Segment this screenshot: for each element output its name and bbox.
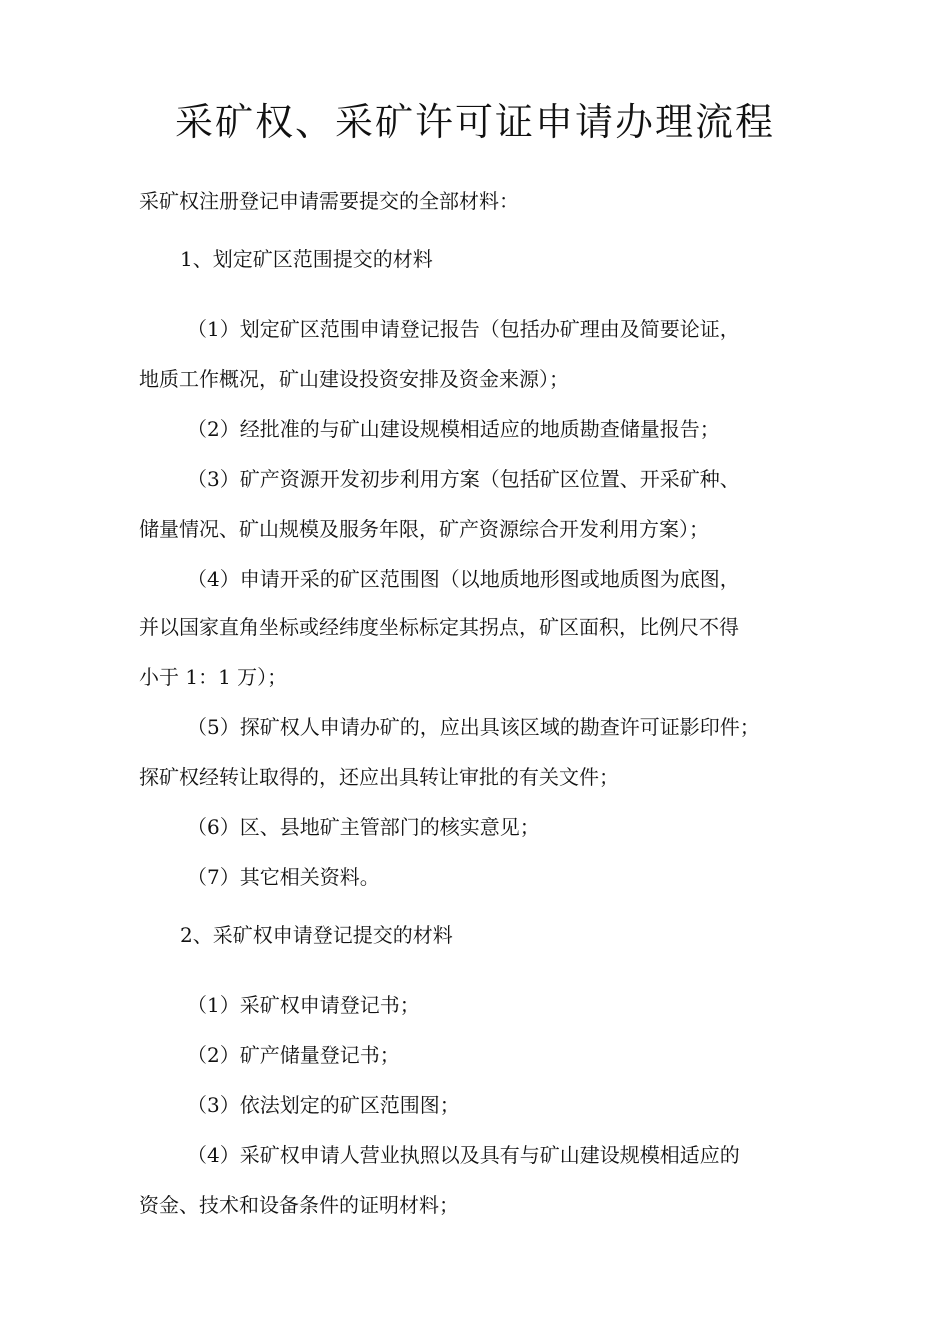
section1-item-6-line-1: （6）区、县地矿主管部门的核实意见； [187, 815, 540, 839]
section2-item-4-line-2: 资金、技术和设备条件的证明材料； [139, 1193, 459, 1217]
section1-item-1-line-2: 地质工作概况，矿山建设投资安排及资金来源）； [139, 367, 569, 391]
section2-item-3-line-1: （3）依法划定的矿区范围图； [187, 1093, 460, 1117]
section1-item-2-line-1: （2）经批准的与矿山建设规模相适应的地质勘查储量报告； [187, 417, 720, 441]
section1-item-7-line-1: （7）其它相关资料。 [187, 865, 380, 889]
section1-item-4-line-2: 并以国家直角坐标或经纬度坐标标定其拐点，矿区面积，比例尺不得 [139, 615, 739, 639]
section1-heading: 1、划定矿区范围提交的材料 [180, 247, 433, 271]
section1-item-1-line-1: （1）划定矿区范围申请登记报告（包括办矿理由及简要论证， [187, 317, 740, 341]
section1-item-5-line-2: 探矿权经转让取得的，还应出具转让审批的有关文件； [139, 765, 619, 789]
section1-item-4-line-1: （4）申请开采的矿区范围图（以地质地形图或地质图为底图， [187, 567, 740, 591]
section1-item-3-line-1: （3）矿产资源开发初步利用方案（包括矿区位置、开采矿种、 [187, 467, 740, 491]
section1-item-4-line-3: 小于 1：1 万）； [139, 665, 288, 689]
intro-text: 采矿权注册登记申请需要提交的全部材料： [139, 189, 519, 213]
section2-heading: 2、采矿权申请登记提交的材料 [180, 923, 453, 947]
section2-item-4-line-1: （4）采矿权申请人营业执照以及具有与矿山建设规模相适应的 [187, 1143, 740, 1167]
section2-item-2-line-1: （2）矿产储量登记书； [187, 1043, 400, 1067]
section1-item-3-line-2: 储量情况、矿山规模及服务年限，矿产资源综合开发利用方案）； [139, 517, 709, 541]
document-title: 采矿权、采矿许可证申请办理流程 [174, 100, 775, 144]
section1-item-5-line-1: （5）探矿权人申请办矿的，应出具该区域的勘查许可证影印件； [187, 715, 760, 739]
section2-item-1-line-1: （1）采矿权申请登记书； [187, 993, 420, 1017]
